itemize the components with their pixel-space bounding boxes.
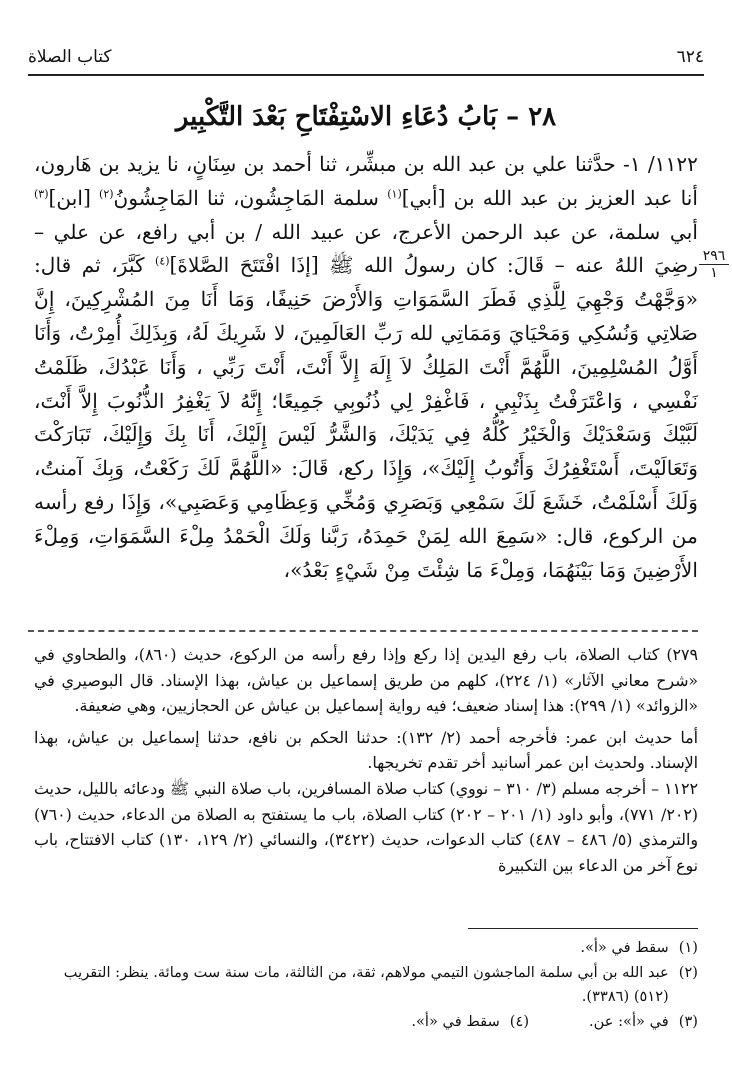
commentary-paragraph: أما حديث ابن عمر: فأخرجه أحمد (٢/ ١٣٢): حدثنا الحكم بن نافع، حدثنا إسماعيل بن عياش، بهذا الإسناد. ولحديث ابن عمر أسانيد أخر تقدم تخريجها.	[34, 727, 698, 773]
footnote-pair	[34, 1010, 698, 1035]
footnote-text: عبد الله بن أبي سلمة الماجشون التيمي مولاهم، ثقة، من الثالثة، مات سنة ست ومائة. ينظر: التقريب (٥١٢) (٣٣٨٦).	[63, 963, 669, 1005]
footnote-item	[34, 936, 698, 961]
header-rule	[28, 74, 704, 76]
hadith-paragraph	[34, 148, 698, 587]
book-title: كتاب الصلاة	[28, 47, 112, 67]
chapter-title: ٢٨ – بَابُ دُعَاءِ الاسْتِفْتَاحِ بَعْدَ التَّكْبِير	[175, 102, 557, 132]
margin-reference-bottom: ١	[710, 265, 718, 281]
footnote-text: سقط في «أ».	[411, 1012, 500, 1030]
hadith-segment: سلمة المَاجِشُون، ثنا المَاجِشُونُ	[113, 185, 388, 210]
footnote-text: في «أ»: عن.	[589, 1012, 669, 1030]
margin-page-reference	[699, 248, 729, 281]
footnote-mark: (٣)	[678, 1012, 698, 1030]
footnote-ref-3: (٣)	[34, 187, 49, 201]
takhrij-commentary	[34, 642, 698, 878]
running-header	[28, 42, 704, 72]
hadith-segment: كَبَّرَ، ثم قال: «وَجَّهْتُ وَجْهِيَ لِلَّذِي فَطَرَ السَّمَوَاتِ وَالأَرْضَ حَنِيفًا، وَمَا أَنَا مِنَ المُشْرِكِينَ، إِنَّ صَلاتِي وَنُسُكِي وَمَحْيَايَ وَمَمَاتِي لله رَبِّ العَالَمِينَ، لا شَرِيكَ لَهُ، وَبِذَلِكَ أُمِرْتُ، وَأَنَا أَوَّلُ المُسْلِمِينَ، اللَّهُمَّ أَنْتَ المَلِكُ لاَ إِلَهَ إِلاَّ أَنْتَ، أَنْتَ رَبِّي ، وَأَنَا عَبْدُكَ، ظَلَمْتُ نَفْسِي ، وَاعْتَرَفْتُ بِذَنْبِي ، فَاغْفِرْ لِي ذُنُوبِي جَمِيعًا؛ إِنَّهُ لاَ يَغْفِرُ الذُّنُوبَ إِلاَّ أَنْتَ، لَبَّيْكَ وَسَعْدَيْكَ وَالْخَيْرُ كُلُّهُ فِي يَدَيْكَ، وَالشَّرُّ لَيْسَ إِلَيْكَ، أَنَا بِكَ وَإِلَيْكَ، تَبَارَكْتَ وَتَعَالَيْتَ، أَسْتَغْفِرُكَ وَأَتُوبُ إِلَيْكَ»، وَإِذَا ركع، قَالَ: «اللَّهُمَّ لَكَ رَكَعْتُ، وَبِكَ آمنتُ، وَلَكَ أَسْلَمْتُ، خَشَعَ لَكَ سَمْعِي وَبَصَرِي وَمُخِّي وَعِظَامِي وَعَصَبِي»، وَإِذَا رفع رأسه من الركوع، قال: «سَمِعَ الله لِمَنْ حَمِدَهُ، رَبَّنا وَلَكَ الْحَمْدُ مِلْءَ السَّمَوَاتِ، وَمِلْءَ الأَرْضِينَ وَمَا بَيْنَهُمَا، وَمِلْءَ مَا شِئْتَ مِنْ شَيْءٍ بَعْدُ»،	[34, 253, 698, 582]
commentary-paragraph: ٢٧٩) كتاب الصلاة، باب رفع اليدين إذا ركع وإذا رفع رأسه من الركوع، حديث (٨٦٠)، والطحاوي في «شرح معاني الآثار» (١/ ٢٢٤)، كلهم من طريق إسماعيل بن عياش، بهذا الإسناد. قال البوصيري في «الزوائد» (١/ ٢٩٩): هذا إسناد ضعيف؛ فيه رواية إسماعيل بن عياش عن الحجازيين، وهي ضعيفة.	[34, 645, 698, 716]
hadith-segment: ١١٢٢/ ١- حدَّثنا علي بن عبد الله بن مبشِّر، ثنا أحمد بن سِنَانٍ، نا يزيد بن هَارون، أنا عبد العزيز بن عبد الله بن [أبي]	[34, 152, 699, 210]
footnote-ref-4: (٤)	[155, 254, 170, 268]
hadith-text	[34, 148, 698, 587]
footnote-mark: (٤)	[509, 1012, 530, 1030]
hadith-segment: [ابن]	[48, 185, 100, 210]
page-number: ٦٢٤	[676, 47, 704, 67]
footnote-item	[589, 1010, 698, 1035]
footnote-rule	[468, 928, 698, 929]
margin-reference-top: ٢٩٦	[699, 248, 729, 265]
footnote-ref-1: (١)	[387, 187, 402, 201]
commentary-paragraph: ١١٢٢ – أخرجه مسلم (٣/ ٣١٠ – نووي) كتاب صلاة المسافرين، باب صلاة النبي ﷺ ودعائه بالليل، حديث (٢٠٢/ ٧٧١)، وأبو داود (١/ ٢٠١ – ٢٠٢) كتاب الصلاة، باب ما يستفتح به الصلاة من الدعاء، حديث (٧٦٠) والترمذي (٥/ ٤٨٦ – ٤٨٧) كتاب الدعوات، حديث (٣٤٢٢)، والنسائي (٢/ ١٢٩، ١٣٠) كتاب الافتتاح، باب نوع آخر من الدعاء بين التكبيرة	[34, 778, 699, 875]
footnote-mark: (١)	[678, 939, 698, 956]
footnote-text: سقط في «أ».	[580, 939, 669, 956]
footnote-mark: (٢)	[678, 963, 698, 981]
footnote-ref-2: (٢)	[99, 187, 114, 201]
footnote-item	[34, 961, 698, 1010]
footnotes	[34, 936, 698, 1034]
section-divider	[28, 630, 698, 632]
hadith-segment: أبي سلمة، عن عبد الرحمن الأعرج، عن عبيد الله / بن أبي رافع، عن علي – رضِيَ اللهُ عنه – قَالَ: كان رسولُ الله ﷺ [إذَا افْتَتَحَ الصَّلاةَ]	[34, 219, 699, 278]
footnote-item	[411, 1010, 529, 1035]
